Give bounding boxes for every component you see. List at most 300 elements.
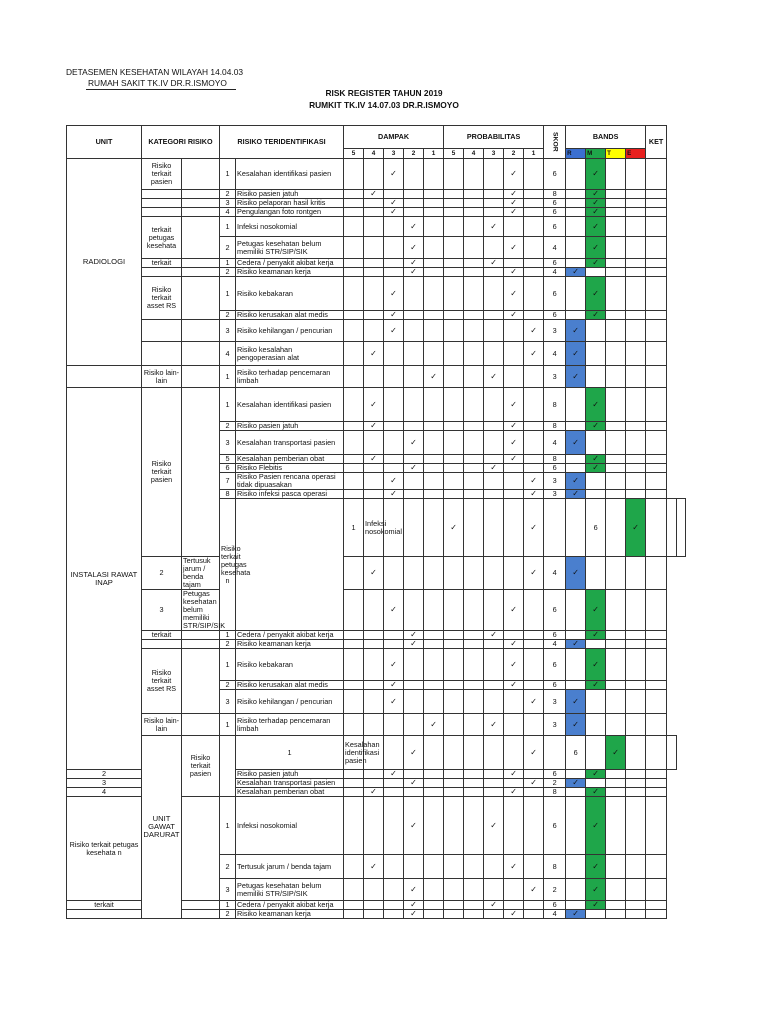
impact-cell-4 xyxy=(364,714,384,736)
impact-check-mark: ✓ xyxy=(384,473,404,490)
category-cell: Risiko terkait pasien xyxy=(142,159,182,190)
probability-cell-5 xyxy=(444,770,464,779)
risk-score: 4 xyxy=(544,431,566,455)
band-cell-e xyxy=(667,499,676,557)
probability-cell-1 xyxy=(524,590,544,631)
probability-check-mark: ✓ xyxy=(524,779,544,788)
band-cell-t xyxy=(606,473,626,490)
probability-cell-4 xyxy=(464,690,484,714)
risk-score: 8 xyxy=(544,855,566,879)
risk-score: 6 xyxy=(544,311,566,320)
probability-cell-2 xyxy=(504,557,524,590)
note-cell xyxy=(646,910,667,919)
risk-number: 2 xyxy=(220,311,236,320)
probability-check-mark: ✓ xyxy=(484,901,504,910)
band-check-mark: ✓ xyxy=(586,590,606,631)
band-cell-t xyxy=(646,499,667,557)
risk-score: 8 xyxy=(544,788,566,797)
impact-check-mark: ✓ xyxy=(364,342,384,366)
impact-cell-1 xyxy=(444,736,464,770)
impact-check-mark: ✓ xyxy=(384,690,404,714)
probability-cell-5 xyxy=(444,631,464,640)
header-unit: UNIT xyxy=(67,126,142,159)
impact-level-3: 3 xyxy=(384,149,404,159)
band-check-mark: ✓ xyxy=(586,455,606,464)
impact-cell-4 xyxy=(364,208,384,217)
risk-score: 6 xyxy=(544,208,566,217)
risk-number: 6 xyxy=(220,464,236,473)
band-cell-r xyxy=(566,788,586,797)
category-blank-cell xyxy=(182,649,220,714)
band-cell-r xyxy=(566,159,586,190)
probability-cell-1 xyxy=(524,640,544,649)
band-cell-r xyxy=(566,388,586,422)
impact-cell-4 xyxy=(364,690,384,714)
band-cell-r xyxy=(566,464,586,473)
risk-number: 1 xyxy=(344,499,364,557)
impact-cell-1 xyxy=(424,910,444,919)
probability-cell-1 xyxy=(524,366,544,388)
risk-row xyxy=(67,342,686,366)
impact-level-1: 1 xyxy=(424,149,444,159)
band-cell-e xyxy=(626,557,646,590)
probability-cell-5 xyxy=(444,208,464,217)
category-cell: Risiko terkait asset RS xyxy=(142,649,182,714)
band-cell-e xyxy=(626,208,646,217)
impact-cell-2 xyxy=(404,681,424,690)
band-cell-e xyxy=(626,640,646,649)
impact-cell-4 xyxy=(364,640,384,649)
band-check-mark: ✓ xyxy=(586,259,606,268)
probability-cell-2 xyxy=(504,879,524,901)
impact-cell-1 xyxy=(424,557,444,590)
probability-cell-2 xyxy=(504,366,524,388)
probability-check-mark: ✓ xyxy=(504,311,524,320)
category-cell: Risiko lain-lain xyxy=(142,714,182,736)
impact-cell-3 xyxy=(384,714,404,736)
note-cell xyxy=(646,779,667,788)
probability-cell-1 xyxy=(524,277,544,311)
probability-cell-4 xyxy=(464,557,484,590)
impact-cell-1 xyxy=(424,159,444,190)
band-cell-r xyxy=(566,277,586,311)
category-cell xyxy=(142,640,182,649)
band-cell-t xyxy=(606,557,626,590)
impact-cell-3 xyxy=(384,259,404,268)
risk-row xyxy=(67,277,686,311)
category-blank-cell xyxy=(182,797,220,901)
impact-cell-1 xyxy=(424,681,444,690)
probability-check-mark: ✓ xyxy=(484,797,504,855)
category-blank-cell xyxy=(182,366,220,388)
impact-cell-4 xyxy=(364,490,384,499)
probability-cell-1 xyxy=(524,788,544,797)
impact-cell-1 xyxy=(424,690,444,714)
probability-cell-1 xyxy=(524,259,544,268)
probability-cell-1 xyxy=(524,464,544,473)
risk-score: 3 xyxy=(544,490,566,499)
probability-cell-4 xyxy=(484,736,504,770)
probability-cell-2 xyxy=(504,473,524,490)
probability-cell-5 xyxy=(444,788,464,797)
impact-cell-1 xyxy=(424,473,444,490)
impact-cell-5 xyxy=(344,342,364,366)
impact-cell-1 xyxy=(424,342,444,366)
probability-cell-1 xyxy=(524,431,544,455)
risk-number: 1 xyxy=(220,631,236,640)
note-cell xyxy=(646,464,667,473)
impact-cell-2 xyxy=(404,590,424,631)
unit-cell xyxy=(67,366,142,388)
risk-description: Risiko infeksi pasca operasi xyxy=(236,490,344,499)
impact-cell-1 xyxy=(424,779,444,788)
probability-cell-5 xyxy=(444,557,464,590)
probability-check-mark: ✓ xyxy=(504,910,524,919)
risk-row xyxy=(67,217,686,237)
band-cell-r xyxy=(566,879,586,901)
impact-cell-5 xyxy=(344,649,364,681)
impact-cell-3 xyxy=(384,797,404,855)
category-cell: terkait xyxy=(142,631,182,640)
category-cell xyxy=(142,199,182,208)
probability-cell-3 xyxy=(484,342,504,366)
impact-cell-5 xyxy=(344,590,364,631)
impact-cell-2 xyxy=(404,159,424,190)
impact-cell-4 xyxy=(384,736,404,770)
band-cell-e xyxy=(626,910,646,919)
probability-cell-5 xyxy=(444,690,464,714)
impact-cell-4 xyxy=(364,797,384,855)
risk-description: Risiko keamanan kerja xyxy=(236,910,344,919)
note-cell xyxy=(646,649,667,681)
probability-cell-4 xyxy=(464,649,484,681)
impact-cell-4 xyxy=(364,277,384,311)
probability-cell-5 xyxy=(444,342,464,366)
probability-cell-1 xyxy=(524,159,544,190)
probability-check-mark: ✓ xyxy=(524,557,544,590)
risk-description: Petugas kesehatan belum memiliki STR/SIP/SIK xyxy=(236,879,344,901)
risk-row xyxy=(67,714,686,736)
probability-cell-5 xyxy=(444,268,464,277)
probability-level-5: 5 xyxy=(444,149,464,159)
band-cell-e xyxy=(626,788,646,797)
category-blank-cell xyxy=(182,190,220,199)
risk-description: Risiko kebakaran xyxy=(236,277,344,311)
band-cell-t xyxy=(606,342,626,366)
impact-cell-3 xyxy=(384,455,404,464)
risk-score: 6 xyxy=(566,736,586,770)
impact-cell-5 xyxy=(344,455,364,464)
impact-cell-3 xyxy=(384,388,404,422)
probability-cell-4 xyxy=(464,855,484,879)
impact-cell-5 xyxy=(344,366,364,388)
impact-cell-5 xyxy=(344,473,364,490)
impact-cell-1 xyxy=(464,499,484,557)
impact-cell-4 xyxy=(364,217,384,237)
probability-level-1: 1 xyxy=(524,149,544,159)
impact-cell-3 xyxy=(384,557,404,590)
probability-cell-5 xyxy=(444,640,464,649)
impact-cell-5 xyxy=(344,190,364,199)
band-cell-e xyxy=(626,320,646,342)
risk-number: 1 xyxy=(220,259,236,268)
probability-cell-2 xyxy=(504,342,524,366)
impact-cell-1 xyxy=(424,259,444,268)
probability-cell-3 xyxy=(484,690,504,714)
risk-description: Risiko pasien jatuh xyxy=(236,770,344,779)
risk-number: 2 xyxy=(220,855,236,879)
risk-description: Tertusuk jarum / benda tajam xyxy=(182,557,220,590)
probability-cell-4 xyxy=(464,779,484,788)
risk-description: Kesalahan identifikasi pasien xyxy=(344,736,364,770)
risk-row xyxy=(67,268,686,277)
band-cell-e xyxy=(626,431,646,455)
impact-check-mark: ✓ xyxy=(384,311,404,320)
risk-description: Risiko keamanan kerja xyxy=(236,268,344,277)
probability-cell-4 xyxy=(464,464,484,473)
risk-description: Pengulangan foto rontgen xyxy=(236,208,344,217)
category-blank-cell xyxy=(182,714,220,736)
category-blank-cell xyxy=(182,199,220,208)
band-cell-e xyxy=(626,590,646,631)
band-cell-r xyxy=(566,797,586,855)
band-cell-m xyxy=(586,473,606,490)
probability-cell-3 xyxy=(484,237,504,259)
impact-cell-5 xyxy=(344,237,364,259)
band-cell-e xyxy=(626,199,646,208)
probability-cell-5 xyxy=(444,320,464,342)
probability-check-mark: ✓ xyxy=(504,590,524,631)
band-header-e: E xyxy=(626,149,646,159)
impact-cell-5 xyxy=(344,714,364,736)
probability-cell-3 xyxy=(484,311,504,320)
band-cell-t xyxy=(606,190,626,199)
impact-cell-1 xyxy=(424,208,444,217)
probability-check-mark: ✓ xyxy=(504,855,524,879)
impact-cell-1 xyxy=(424,640,444,649)
category-cell xyxy=(142,342,182,366)
probability-cell-5 xyxy=(444,159,464,190)
impact-cell-3 xyxy=(384,879,404,901)
risk-description: Risiko pasien jatuh xyxy=(236,422,344,431)
band-cell-t xyxy=(606,649,626,681)
band-check-mark: ✓ xyxy=(586,788,606,797)
risk-number: 2 xyxy=(220,640,236,649)
impact-cell-5 xyxy=(344,788,364,797)
impact-check-mark: ✓ xyxy=(364,788,384,797)
risk-description: Kesalahan identifikasi pasien xyxy=(236,388,344,422)
probability-cell-4 xyxy=(464,342,484,366)
impact-cell-5 xyxy=(344,159,364,190)
probability-cell-1 xyxy=(524,199,544,208)
band-check-mark: ✓ xyxy=(586,855,606,879)
impact-cell-2 xyxy=(404,788,424,797)
impact-cell-5 xyxy=(344,268,364,277)
risk-row xyxy=(67,159,686,190)
probability-check-mark: ✓ xyxy=(484,217,504,237)
band-cell-e xyxy=(626,490,646,499)
category-blank-cell xyxy=(182,342,220,366)
note-cell xyxy=(646,422,667,431)
band-check-mark: ✓ xyxy=(586,311,606,320)
probability-check-mark: ✓ xyxy=(504,199,524,208)
note-cell xyxy=(646,901,667,910)
risk-row xyxy=(67,649,686,681)
band-cell-e xyxy=(626,342,646,366)
impact-cell-2 xyxy=(404,311,424,320)
risk-score: 4 xyxy=(544,557,566,590)
risk-row xyxy=(67,259,686,268)
probability-cell-2 xyxy=(504,797,524,855)
note-cell xyxy=(646,259,667,268)
impact-cell-5 xyxy=(344,690,364,714)
band-cell-t xyxy=(606,681,626,690)
probability-check-mark: ✓ xyxy=(504,422,524,431)
impact-check-mark: ✓ xyxy=(404,259,424,268)
impact-cell-5 xyxy=(344,797,364,855)
risk-number: 3 xyxy=(220,879,236,901)
probability-cell-4 xyxy=(464,422,484,431)
impact-cell-1 xyxy=(424,431,444,455)
band-cell-r xyxy=(586,736,606,770)
band-check-mark: ✓ xyxy=(566,268,586,277)
header-bands: BANDS xyxy=(566,126,646,149)
impact-check-mark: ✓ xyxy=(384,681,404,690)
band-check-mark: ✓ xyxy=(586,159,606,190)
impact-cell-4 xyxy=(364,770,384,779)
impact-check-mark: ✓ xyxy=(424,714,444,736)
note-cell xyxy=(646,788,667,797)
probability-check-mark: ✓ xyxy=(524,690,544,714)
probability-cell-4 xyxy=(464,640,484,649)
impact-cell-5 xyxy=(344,910,364,919)
category-blank-cell xyxy=(182,268,220,277)
probability-cell-4 xyxy=(464,320,484,342)
risk-row xyxy=(67,590,686,631)
impact-check-mark: ✓ xyxy=(404,640,424,649)
impact-cell-3 xyxy=(384,901,404,910)
note-cell xyxy=(646,797,667,855)
risk-score: 4 xyxy=(544,342,566,366)
impact-check-mark: ✓ xyxy=(404,797,424,855)
impact-check-mark: ✓ xyxy=(384,320,404,342)
band-header-r: R xyxy=(566,149,586,159)
probability-cell-1 xyxy=(524,455,544,464)
probability-cell-5 xyxy=(444,714,464,736)
impact-cell-4 xyxy=(364,590,384,631)
probability-cell-4 xyxy=(504,499,524,557)
band-cell-m xyxy=(586,431,606,455)
band-cell-e xyxy=(626,631,646,640)
probability-cell-5 xyxy=(444,217,464,237)
category-blank-cell xyxy=(182,277,220,320)
probability-cell-1 xyxy=(524,855,544,879)
note-cell xyxy=(646,631,667,640)
band-cell-t xyxy=(606,455,626,464)
note-cell xyxy=(646,277,667,311)
note-cell xyxy=(646,431,667,455)
band-cell-t xyxy=(606,388,626,422)
probability-cell-3 xyxy=(484,557,504,590)
band-check-mark: ✓ xyxy=(566,557,586,590)
risk-number: 3 xyxy=(220,320,236,342)
probability-cell-4 xyxy=(464,217,484,237)
probability-cell-5 xyxy=(444,901,464,910)
probability-cell-4 xyxy=(464,190,484,199)
note-cell xyxy=(646,690,667,714)
probability-cell-4 xyxy=(464,714,484,736)
impact-cell-1 xyxy=(424,788,444,797)
risk-score: 2 xyxy=(544,879,566,901)
probability-cell-4 xyxy=(464,910,484,919)
probability-cell-2 xyxy=(504,217,524,237)
impact-cell-5 xyxy=(344,431,364,455)
band-cell-e xyxy=(626,464,646,473)
probability-check-mark: ✓ xyxy=(524,473,544,490)
probability-cell-2 xyxy=(504,714,524,736)
impact-level-4: 4 xyxy=(364,149,384,159)
risk-number: 1 xyxy=(220,797,236,855)
risk-number: 3 xyxy=(220,199,236,208)
impact-cell-3 xyxy=(384,431,404,455)
note-cell xyxy=(646,557,667,590)
impact-cell-1 xyxy=(424,879,444,901)
probability-check-mark: ✓ xyxy=(504,681,524,690)
risk-score: 6 xyxy=(544,649,566,681)
risk-number: 1 xyxy=(220,714,236,736)
probability-check-mark: ✓ xyxy=(524,490,544,499)
note-cell xyxy=(646,455,667,464)
band-cell-e xyxy=(626,473,646,490)
band-cell-e xyxy=(626,714,646,736)
probability-cell-4 xyxy=(464,388,484,422)
impact-cell-2 xyxy=(404,388,424,422)
note-cell xyxy=(676,499,685,557)
impact-cell-2 xyxy=(404,490,424,499)
impact-check-mark: ✓ xyxy=(404,910,424,919)
band-check-mark: ✓ xyxy=(586,770,606,779)
impact-check-mark: ✓ xyxy=(404,464,424,473)
probability-check-mark: ✓ xyxy=(504,159,524,190)
band-cell-m xyxy=(586,690,606,714)
probability-cell-3 xyxy=(484,640,504,649)
impact-check-mark: ✓ xyxy=(364,855,384,879)
risk-register-table xyxy=(66,125,686,919)
probability-check-mark: ✓ xyxy=(504,455,524,464)
impact-cell-3 xyxy=(384,779,404,788)
risk-number: 8 xyxy=(220,490,236,499)
impact-cell-5 xyxy=(344,464,364,473)
probability-cell-4 xyxy=(464,788,484,797)
category-cell: Risiko terkait petugas kesehata n xyxy=(67,797,142,901)
impact-cell-3 xyxy=(384,788,404,797)
risk-score: 2 xyxy=(544,779,566,788)
band-check-mark: ✓ xyxy=(586,277,606,311)
risk-score: 3 xyxy=(544,714,566,736)
category-cell: Risiko terkait pasien xyxy=(182,736,220,797)
probability-cell-1 xyxy=(524,901,544,910)
risk-row xyxy=(67,631,686,640)
impact-cell-1 xyxy=(424,320,444,342)
risk-description: Risiko kerusakan alat medis xyxy=(236,681,344,690)
impact-check-mark: ✓ xyxy=(364,190,384,199)
probability-check-mark: ✓ xyxy=(504,268,524,277)
impact-cell-4 xyxy=(364,259,384,268)
probability-check-mark: ✓ xyxy=(504,649,524,681)
risk-number: 2 xyxy=(220,422,236,431)
impact-check-mark: ✓ xyxy=(404,779,424,788)
band-cell-r xyxy=(566,237,586,259)
